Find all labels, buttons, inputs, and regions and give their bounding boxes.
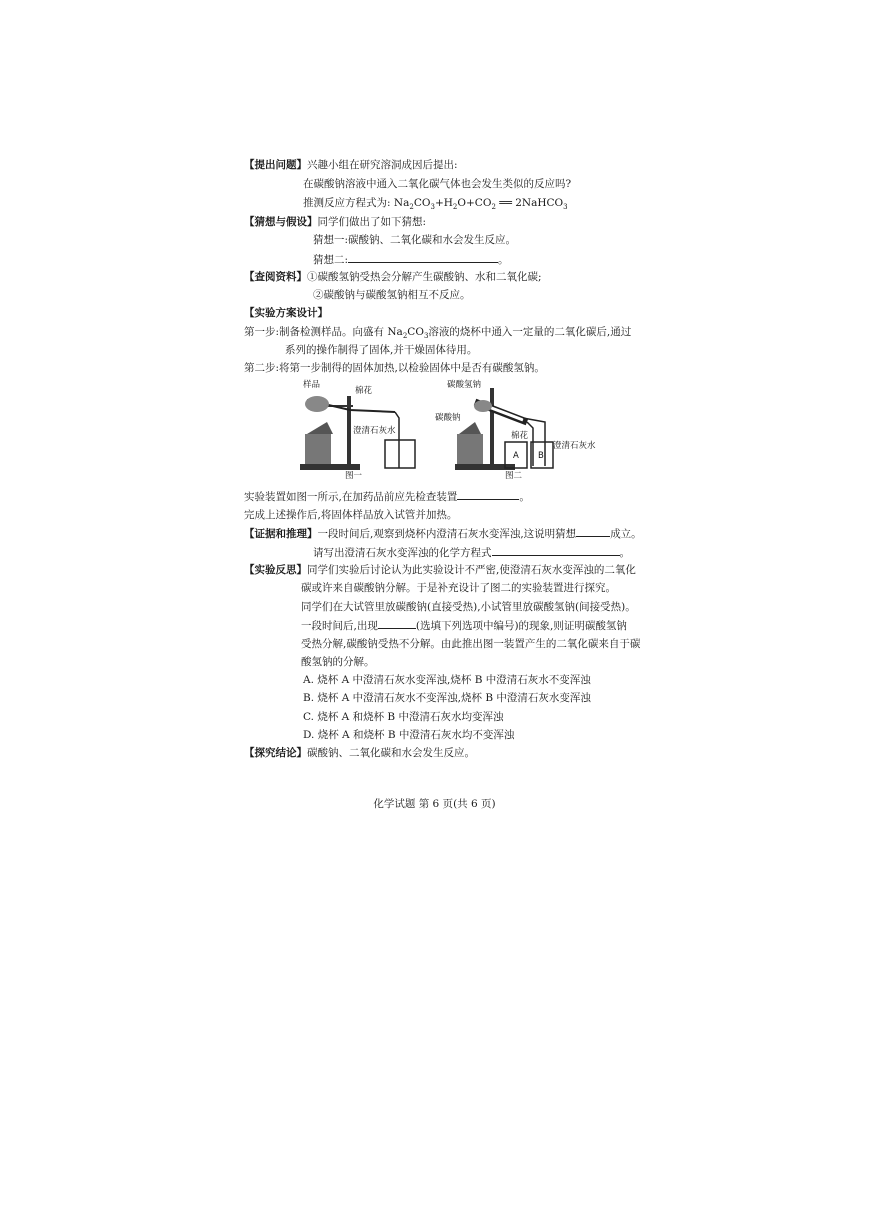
sample-solid [305, 396, 329, 412]
section-tag: 【实验方案设计】 [244, 307, 328, 319]
eq-sub: 2 [402, 332, 408, 341]
alcohol-lamp [305, 434, 331, 464]
conclusion-section [244, 746, 475, 760]
reflection-text: (选填下列选项中编号)的现象,则证明碳酸氢钠 [415, 620, 627, 632]
option-c: C. 烧杯 A 和烧杯 B 中澄清石灰水均变浑浊 [303, 711, 504, 723]
answer-blank[interactable] [348, 252, 498, 263]
flame [459, 422, 481, 434]
reference-section [244, 270, 542, 284]
stand-base [455, 464, 515, 470]
setup-line [244, 489, 530, 504]
eq-sub: 3 [423, 332, 429, 341]
eq-sub: 2 [452, 203, 458, 212]
reflection-line: 碳或许来自碳酸钠分解。于是补充设计了图二的实验装置进行探究。 [301, 582, 616, 594]
reaction-equation [393, 197, 568, 212]
flame [307, 422, 333, 434]
reflection-text: 一段时间后,出现 [301, 620, 378, 632]
page-footer: 化学试题 第 6 页(共 6 页) [373, 798, 496, 810]
section-tag: 【证据和推理】 [244, 528, 318, 540]
section-text: ①碳酸氢钠受热会分解产生碳酸钠、水和二氧化碳; [307, 271, 542, 283]
figure-caption: 图二 [505, 471, 523, 480]
eq-sub: 2 [409, 203, 414, 212]
eq-part: Na [393, 197, 410, 209]
option-d: D. 烧杯 A 和烧杯 B 中澄清石灰水均不变浑浊 [303, 729, 515, 741]
hypothesis-section [244, 215, 426, 229]
alcohol-lamp [457, 434, 483, 464]
question-line: 在碳酸钠溶液中通入二氧化碳气体也会发生类似的反应吗? [303, 178, 572, 190]
label-cotton: 棉花 [355, 386, 373, 396]
eq-sub: 2 [491, 203, 496, 212]
equation-line [303, 196, 568, 210]
reflection-line: 同学们在大试管里放碳酸钠(直接受热),小试管里放碳酸氢钠(间接受热)。 [301, 601, 636, 613]
evidence-line [313, 545, 630, 560]
eq-part: +H [434, 197, 453, 209]
step-two: 第二步:将第一步制得的固体加热,以检验固体中是否有碳酸氢钠。 [244, 362, 545, 374]
section-text-end: 成立。 [610, 528, 642, 540]
setup-line-2: 完成上述操作后,将固体样品放入试管并加热。 [244, 509, 458, 521]
answer-blank[interactable] [457, 489, 519, 500]
section-tag: 【查阅资料】 [244, 271, 307, 283]
guess-two-label: 猜想二: [313, 254, 349, 266]
section-text: 碳酸钠、二氧化碳和水会发生反应。 [307, 747, 475, 759]
step-text: 溶液的烧杯中通入一定量的二氧化碳后,通过 [428, 326, 632, 338]
step-one [244, 325, 631, 339]
reflection-line: 酸氢钠的分解。 [301, 656, 375, 668]
section-tag: 【猜想与假设】 [244, 216, 318, 228]
eq-sub: 3 [430, 203, 435, 212]
answer-blank[interactable] [492, 545, 620, 556]
reference-line: ②碳酸钠与碳酸氢钠相互不反应。 [313, 289, 471, 301]
setup-text: 实验装置如图一所示,在加药品前应先检查装置 [244, 491, 458, 503]
section-tag: 【探究结论】 [244, 747, 307, 759]
tube-to-a [527, 422, 533, 466]
reflection-section [244, 563, 636, 577]
label-sample: 样品 [303, 380, 321, 390]
guess-two [313, 252, 509, 267]
section-tag: 【提出问题】 [244, 159, 307, 171]
label-b: B [538, 451, 544, 461]
eq-part: CO [413, 197, 431, 209]
equation-prefix: 推测反应方程式为: [303, 197, 391, 209]
eq-part: ══ 2NaHCO [495, 197, 564, 209]
stand-rod [490, 388, 494, 466]
option-b: B. 烧杯 A 中澄清石灰水不变浑浊,烧杯 B 中澄清石灰水变浑浊 [303, 692, 591, 704]
answer-blank[interactable] [378, 618, 416, 629]
step-text: 第一步:制备检测样品。向盛有 Na [244, 326, 403, 338]
section-tag: 【实验反思】 [244, 564, 307, 576]
figure-one [295, 378, 425, 480]
option-a: A. 烧杯 A 中澄清石灰水变浑浊,烧杯 B 中澄清石灰水不变浑浊 [303, 674, 591, 686]
reflection-line [301, 618, 627, 633]
section-text: 同学们做出了如下猜想: [317, 216, 427, 228]
evidence-text: 请写出澄清石灰水变浑浊的化学方程式 [313, 547, 492, 559]
eq-sub: 3 [563, 203, 568, 212]
figure-caption: 图一 [345, 471, 363, 480]
figure-two [435, 378, 605, 480]
step-one-cont: 系列的操作制得了固体,并干燥固体待用。 [285, 344, 478, 356]
label-a: A [513, 451, 519, 461]
section-text: 兴趣小组在研究溶洞成因后提出: [307, 159, 458, 171]
label-limewater: 澄清石灰水 [353, 426, 396, 436]
punct: 。 [619, 547, 630, 559]
section-text: 同学们实验后讨论认为此实验设计不严密,使澄清石灰水变浑浊的二氧化 [307, 564, 636, 576]
label-bicarb: 碳酸氢钠 [447, 380, 482, 390]
label-cotton: 棉花 [511, 431, 529, 441]
punct: 。 [498, 254, 509, 266]
reflection-line: 受热分解,碳酸钠受热不分解。由此推出图一装置产生的二氧化碳来自于碳 [301, 638, 641, 650]
eq-part: O+CO [457, 197, 492, 209]
guess-one: 猜想一:碳酸钠、二氧化碳和水会发生反应。 [313, 234, 517, 246]
evidence-section [244, 526, 642, 541]
step-text: CO [407, 326, 424, 338]
question-section [244, 158, 458, 172]
label-carb: 碳酸钠 [435, 413, 461, 423]
beaker [385, 440, 415, 468]
punct: 。 [519, 491, 530, 503]
section-text: 一段时间后,观察到烧杯内澄清石灰水变浑浊,这说明猜想 [317, 528, 577, 540]
sodium-solid [474, 400, 492, 412]
label-limewater: 澄清石灰水 [553, 441, 596, 451]
answer-blank[interactable] [576, 526, 610, 537]
design-section [244, 306, 328, 320]
